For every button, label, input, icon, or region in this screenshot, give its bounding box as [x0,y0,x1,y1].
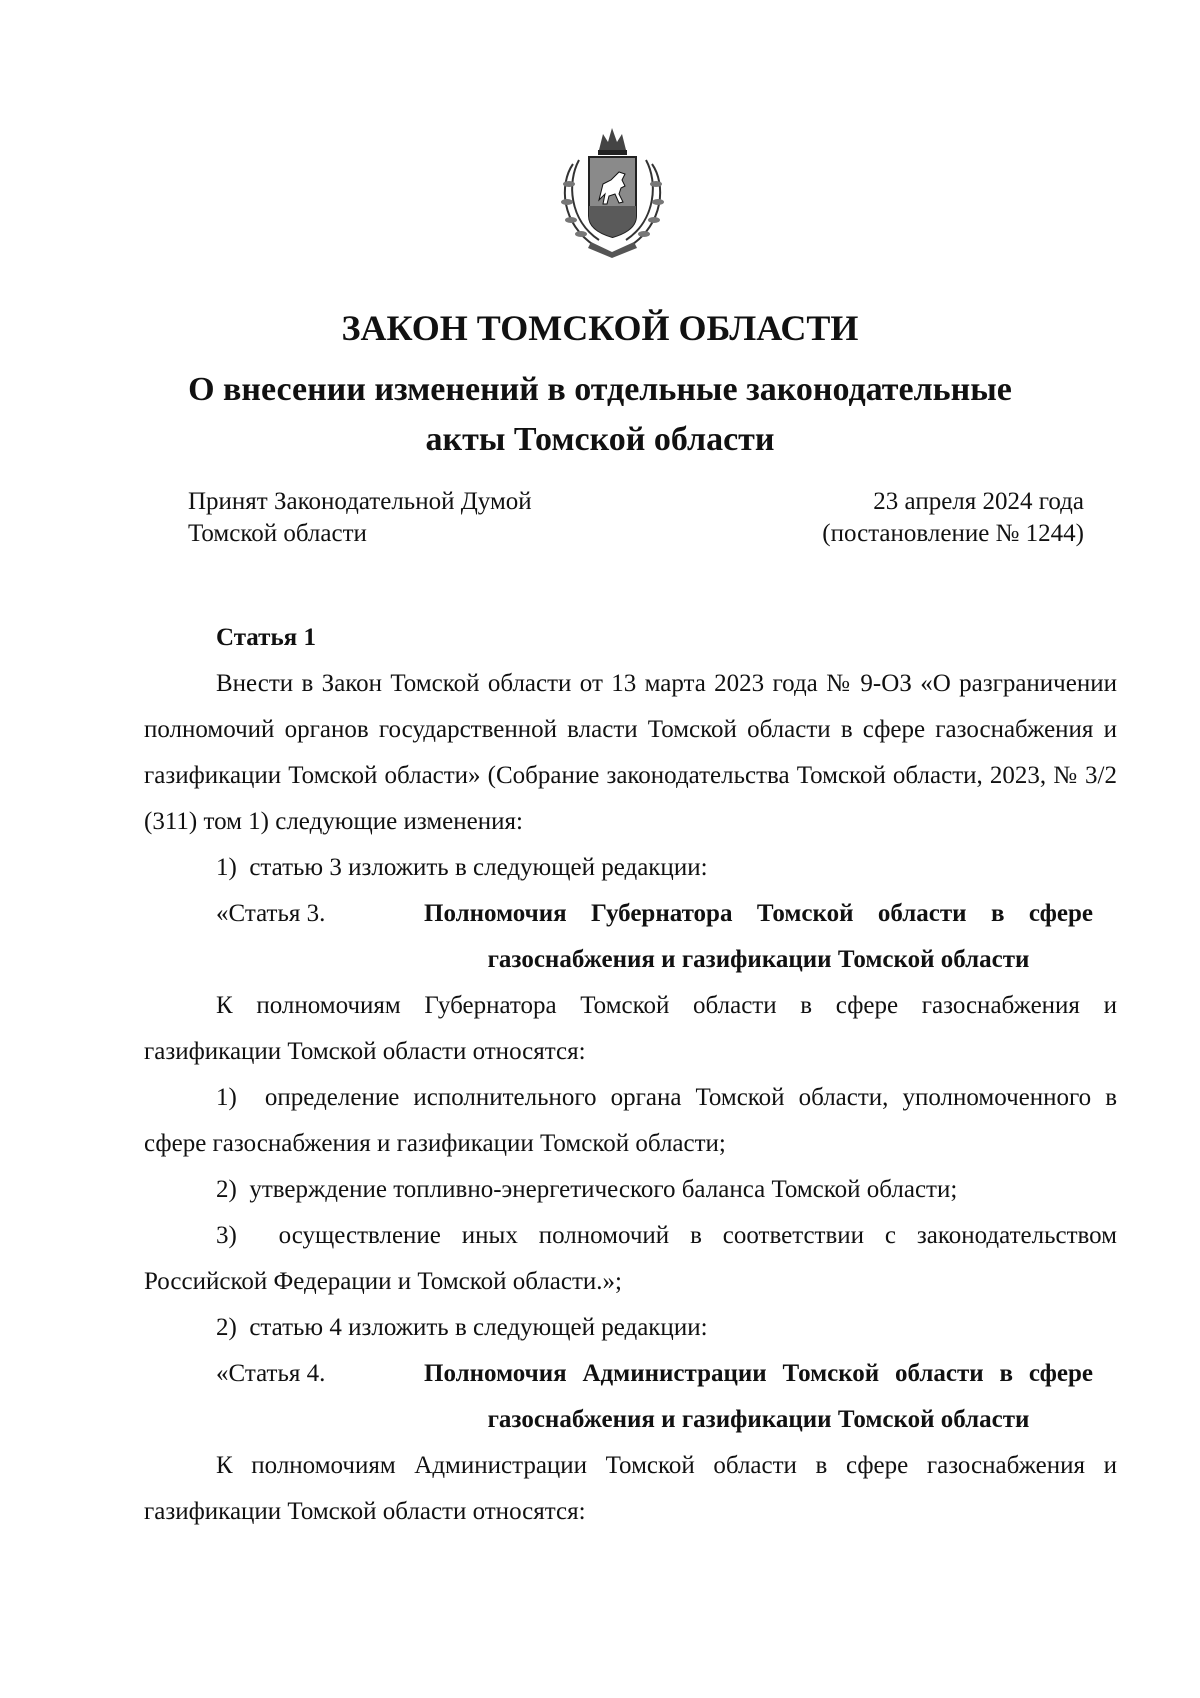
article-3-title [144,891,1117,983]
article-3-title-line1: Полномочия Губернатора Томской области в сфере [424,900,1093,927]
adoption-date: 23 апреля 2024 года [873,488,1084,515]
resolution-number: (постановление № 1244) [822,520,1084,547]
article-4-intro: К полномочиям Администрации Томской области в сфере газоснабжения и газификации Томской области относятся: [144,1452,1117,1525]
amendment-item-2: 2) статью 4 изложить в следующей редакции: [216,1314,708,1341]
article-3-label: «Статья 3. [216,900,326,927]
law-subtitle [150,365,1050,465]
article-3-point-3: 3) осуществление иных полномочий в соответствии с законодательством Российской Федерации и Томской области.»; [144,1222,1117,1295]
article-3-point-1: 1) определение исполнительного органа Томской области, уполномоченного в сфере газоснабжения и газификации Томской области; [144,1084,1117,1157]
law-subtitle-line2: акты Томской области [425,421,775,458]
article-4-title-line2: газоснабжения и газификации Томской области [487,1406,1030,1433]
article-3-title-text [424,891,1117,983]
article-3-intro: К полномочиям Губернатора Томской области в сфере газоснабжения и газификации Томской области относятся: [144,992,1117,1065]
tomsk-region-coat-of-arms-icon [555,124,670,259]
law-subtitle-line1: О внесении изменений в отдельные законодательные [188,371,1012,408]
article-4-title [144,1351,1117,1443]
law-body [144,615,1117,1535]
article-intro-paragraph: Внести в Закон Томской области от 13 марта 2023 года № 9-ОЗ «О разграничении полномочий органов государственной власти Томской области в сфере газоснабжения и газификации Томской области» (Собрание законодательства Томской области, 2023, № 3/2 (311) том 1) следующие изменения: [144,670,1117,835]
article-4-label: «Статья 4. [216,1360,326,1387]
article-3-title-line2: газоснабжения и газификации Томской области [487,946,1030,973]
adopting-body-line1: Принят Законодательной Думой [188,488,532,515]
article-4-title-text [424,1351,1117,1443]
article-3-point-2: 2) утверждение топливно-энергетического баланса Томской области; [216,1176,958,1203]
article-heading: Статья 1 [216,624,316,651]
adoption-date-block [822,486,1084,550]
law-title: ЗАКОН ТОМСКОЙ ОБЛАСТИ [341,308,859,348]
article-4-title-line1: Полномочия Администрации Томской области в сфере [424,1360,1093,1387]
adopting-body-line2: Томской области [188,520,367,547]
amendment-item-1: 1) статью 3 изложить в следующей редакции: [216,854,708,881]
adopting-body [188,486,532,550]
